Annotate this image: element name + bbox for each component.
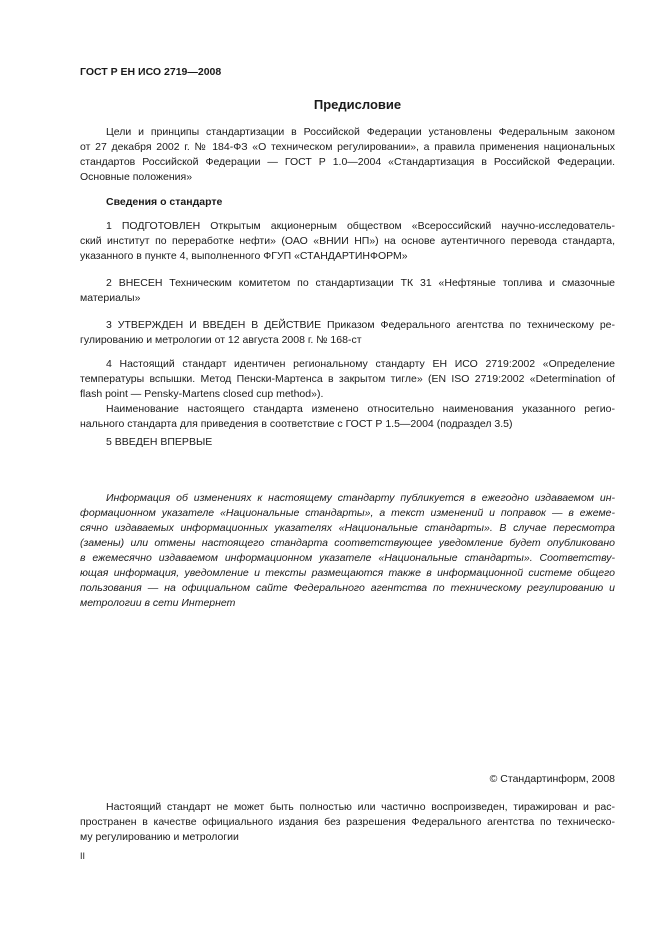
item-2-line: 2 ВНЕСЕН Техническим комитетом по стандартизации ТК 31 «Нефтяные топлива и смазочные bbox=[106, 277, 615, 289]
copyright-notice: © Стандартинформ, 2008 bbox=[489, 773, 615, 785]
item-4-note-line: Наименование настоящего стандарта изменено относительно наименования указанного регио- bbox=[106, 403, 615, 415]
notice-line: в ежемесячно издаваемом информационном указателе «Национальные стандарты». Соответству- bbox=[80, 552, 615, 564]
notice-line: пользования — на официальном сайте Федерального агентства по техническому регулированию и bbox=[80, 582, 615, 594]
document-code: ГОСТ Р ЕН ИСО 2719—2008 bbox=[80, 66, 222, 78]
notice-line: (замены) или отмены настоящего стандарта соответствующее уведомление будет опубликовано bbox=[80, 537, 615, 549]
item-5-text: 5 ВВЕДЕН ВПЕРВЫЕ bbox=[106, 436, 213, 448]
item-4-line: 4 Настоящий стандарт идентичен региональному стандарту ЕН ИСО 2719:2002 «Определение bbox=[106, 358, 615, 370]
info-heading: Сведения о стандарте bbox=[106, 196, 223, 208]
item-4-paragraph bbox=[80, 357, 615, 432]
intro-line: Цели и принципы стандартизации в Российской Федерации установлены Федеральным законом bbox=[106, 126, 615, 138]
legal-line: му регулированию и метрологии bbox=[80, 831, 239, 843]
legal-line: Настоящий стандарт не может быть полностью или частично воспроизведен, тиражирован и рас- bbox=[106, 801, 615, 813]
item-2-line: материалы» bbox=[80, 292, 141, 304]
item-4-note-line: нального стандарта для приведения в соответствие с ГОСТ Р 1.5—2004 (подраздел 3.5) bbox=[80, 418, 513, 430]
item-4-line: flash point — Pensky-Martens closed cup method»). bbox=[80, 388, 324, 400]
intro-line: стандартов Российской Федерации — ГОСТ Р 1.0—2004 «Стандартизация в Российской Федерации. bbox=[80, 156, 615, 168]
item-3-line: гулированию и метрологии от 12 августа 2008 г. № 168-ст bbox=[80, 334, 362, 346]
item-2-paragraph bbox=[80, 276, 615, 306]
notice-line: Информация об изменениях к настоящему стандарту публикуется в ежегодно издаваемом ин- bbox=[106, 492, 615, 504]
item-1-line: 1 ПОДГОТОВЛЕН Открытым акционерным обществом «Всероссийский научно-исследователь- bbox=[106, 220, 615, 232]
item-4-line: температуры вспышки. Метод Пенски-Мартенса в закрытом тигле» (EN ISO 2719:2002 «Determination of bbox=[80, 373, 615, 385]
legal-paragraph bbox=[80, 800, 615, 845]
item-3-line: 3 УТВЕРЖДЕН И ВВЕДЕН В ДЕЙСТВИЕ Приказом Федерального агентства по техническому ре- bbox=[106, 319, 615, 331]
intro-line: Основные положения» bbox=[80, 171, 193, 183]
notice-line: метрологии в сети Интернет bbox=[80, 597, 236, 609]
item-1-paragraph bbox=[80, 219, 615, 264]
page-number: II bbox=[80, 851, 86, 861]
notice-line: сячно издаваемых информационных указателях «Национальные стандарты». В случае пересмотра bbox=[80, 522, 615, 534]
notice-line: ющая информация, уведомление и тексты размещаются также в информационной системе общего bbox=[80, 567, 615, 579]
intro-paragraph bbox=[80, 125, 615, 185]
item-1-line: ский институт по переработке нефти» (ОАО «ВНИИ НП») на основе аутентичного перевода стандарта, bbox=[80, 235, 615, 247]
legal-line: пространен в качестве официального издания без разрешения Федерального агентства по техническо- bbox=[80, 816, 615, 828]
item-1-line: указанного в пункте 4, выполненного ФГУП «СТАНДАРТИНФОРМ» bbox=[80, 250, 408, 262]
page-title: Предисловие bbox=[313, 97, 402, 112]
intro-line: от 27 декабря 2002 г. № 184-ФЗ «О техническом регулировании», а правила применения национальных bbox=[80, 141, 615, 153]
update-notice-paragraph bbox=[80, 491, 615, 611]
item-3-paragraph bbox=[80, 318, 615, 348]
notice-line: формационном указателе «Национальные стандарты», а текст изменений и поправок — в ежеме- bbox=[80, 507, 615, 519]
